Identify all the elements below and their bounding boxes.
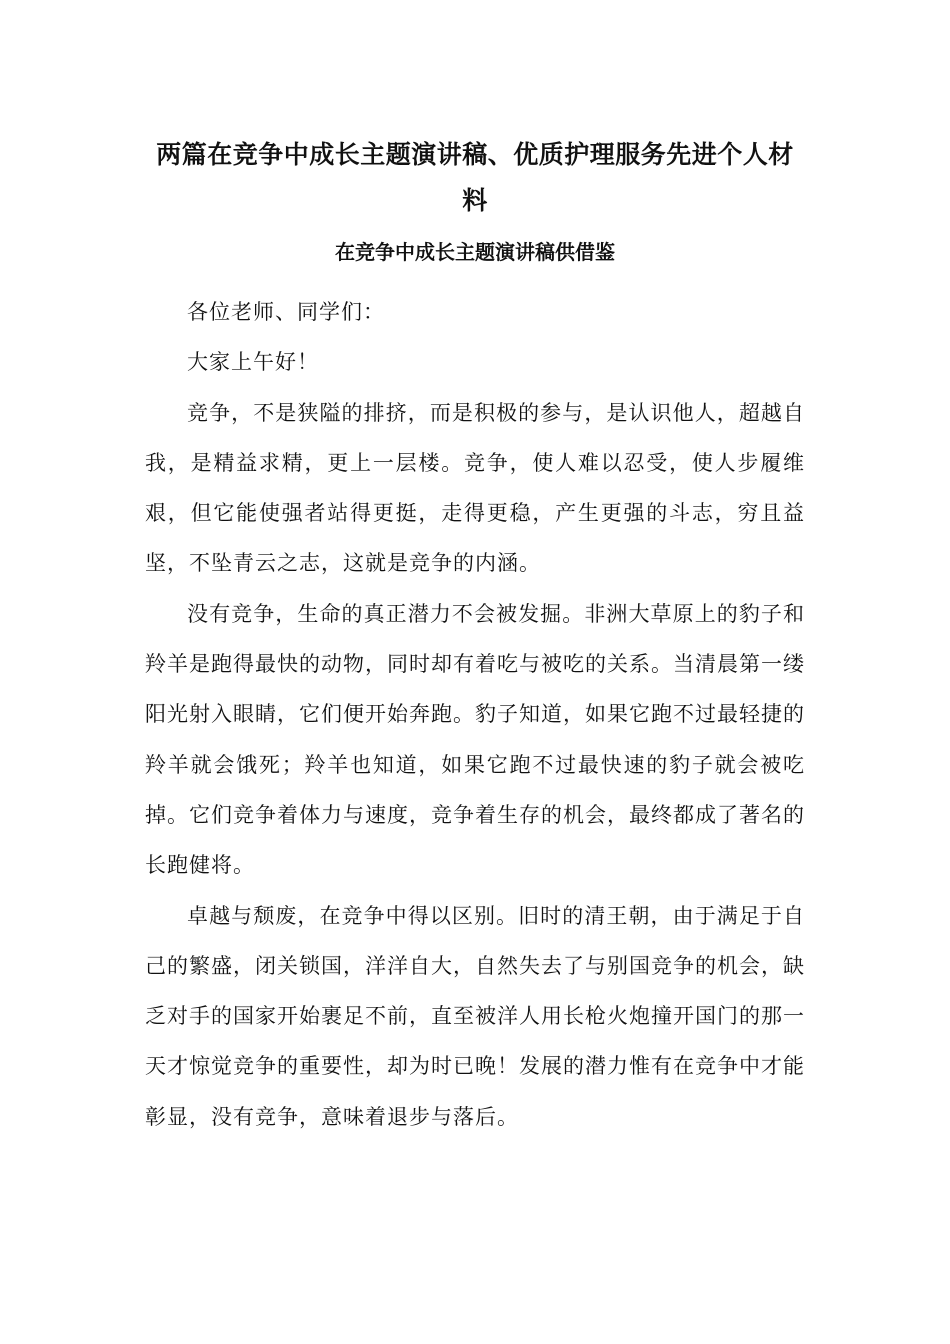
greeting-paragraph: 大家上午好！: [187, 350, 319, 375]
document-body: [145, 287, 805, 1142]
document-title: 两篇在竞争中成长主题演讲稿、优质护理服务先进个人材料: [156, 140, 794, 215]
document-subtitle: 在竞争中成长主题演讲稿供借鉴: [335, 240, 615, 264]
body-paragraph: 竞争，不是狭隘的排挤，而是积极的参与，是认识他人，超越自我，是精益求精，更上一层楼。竞争，使人难以忍受，使人步履维艰，但它能使强者站得更挺，走得更稳，产生更强的斗志，穷且益坚，不坠青云之志，这就是竞争的内涵。: [145, 400, 805, 576]
body-paragraph: 卓越与颓废，在竞争中得以区别。旧时的清王朝，由于满足于自己的繁盛，闭关锁国，洋洋自大，自然失去了与别国竞争的机会，缺乏对手的国家开始裹足不前，直至被洋人用长枪火炮撞开国门的那一天才惊觉竞争的重要性，却为时已晚！发展的潜力惟有在竞争中才能彰显，没有竞争，意味着退步与落后。: [145, 903, 805, 1129]
body-paragraph: 没有竞争，生命的真正潜力不会被发掘。非洲大草原上的豹子和羚羊是跑得最快的动物，同时却有着吃与被吃的关系。当清晨第一缕阳光射入眼睛，它们便开始奔跑。豹子知道，如果它跑不过最轻捷的羚羊就会饿死；羚羊也知道，如果它跑不过最快速的豹子就会被吃掉。它们竞争着体力与速度，竞争着生存的机会，最终都成了著名的长跑健将。: [145, 601, 805, 878]
salutation-paragraph: 各位老师、同学们：: [187, 300, 385, 324]
